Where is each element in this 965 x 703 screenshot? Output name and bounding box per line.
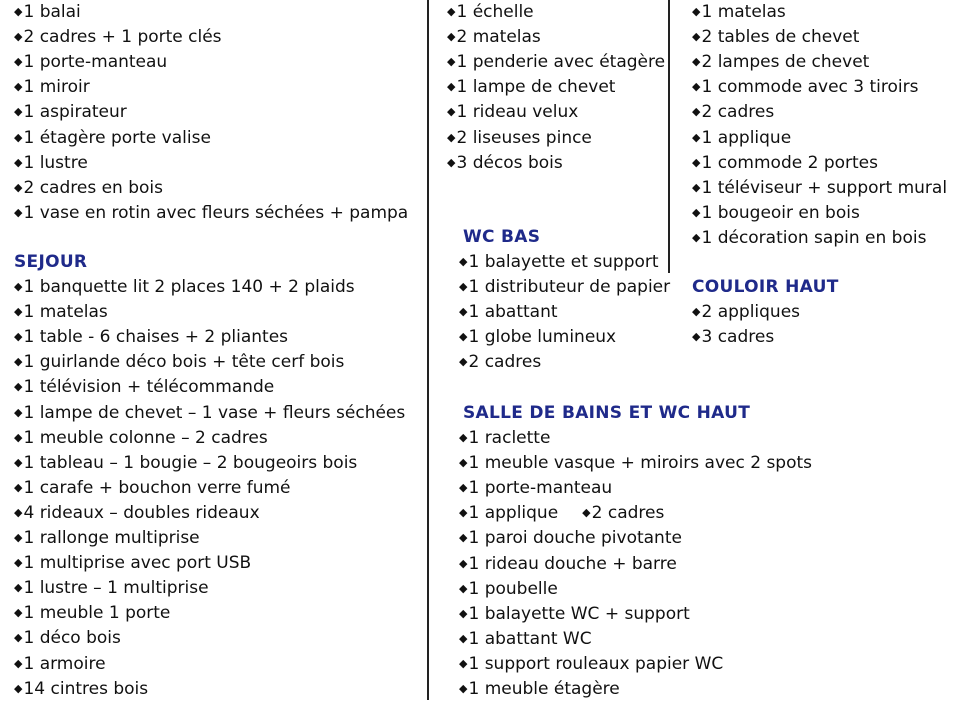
bullet-icon: ◆ [14,130,23,144]
bullet-icon: ◆ [14,205,23,219]
list-item [459,426,550,451]
bullet-icon: ◆ [14,55,23,69]
list-item [14,601,170,626]
list-item-text: 1 globe lumineux [468,327,617,348]
list-item [14,325,288,350]
bullet-icon: ◆ [14,355,23,369]
bullet-icon: ◆ [447,155,456,169]
list-item [14,25,222,50]
bullet-icon: ◆ [14,305,23,319]
list-item-text: 1 miroir [23,77,90,98]
list-item-text: 2 liseuses pince [456,127,592,148]
list-item [14,126,211,151]
list-item-text: 1 poubelle [468,578,558,599]
list-item-text: 1 lustre – 1 multiprise [23,578,209,599]
list-item-text: 1 distributeur de papier [468,277,671,298]
list-item [14,476,291,501]
list-item-text: 1 porte-manteau [23,52,168,73]
list-item [692,50,869,75]
list-item [14,677,148,702]
list-item-text: 1 lampe de chevet – 1 vase + fleurs séchées [23,402,406,423]
list-item-text: 1 lampe de chevet [456,77,616,98]
bullet-icon: ◆ [14,581,23,595]
list-item-text: 3 cadres [701,327,775,348]
list-item-text: 2 tables de chevet [701,27,860,48]
bullet-icon: ◆ [692,55,701,69]
list-item [692,176,947,201]
bullet-icon: ◆ [459,531,468,545]
list-item-text: 1 lustre [23,152,88,173]
list-item [14,151,88,176]
bullet-icon: ◆ [14,681,23,695]
list-item-text: 1 abattant WC [468,628,592,649]
list-item-text: 1 applique [701,127,792,148]
list-item-text: 1 commode avec 3 tiroirs [701,77,919,98]
list-item-text: 2 cadres + 1 porte clés [23,27,222,48]
list-item-text: 1 guirlande déco bois + tête cerf bois [23,352,345,373]
bullet-icon: ◆ [14,280,23,293]
list-item-text: 1 meuble 1 porte [23,603,171,624]
bullet-icon: ◆ [447,30,456,44]
bullet-icon: ◆ [14,380,23,394]
bullet-icon: ◆ [692,155,701,169]
bullet-icon: ◆ [692,130,701,144]
list-item [14,576,209,601]
bullet-icon: ◆ [447,5,456,18]
list-item-text: 3 décos bois [456,152,563,173]
list-item-text: 2 cadres [701,102,775,123]
list-item [692,325,774,350]
bullet-icon: ◆ [692,105,701,119]
bullet-icon: ◆ [14,455,23,469]
list-item [692,226,926,251]
list-item-text: 1 meuble étagère [468,679,620,699]
list-item-text: 2 cadres en bois [23,177,163,198]
list-item-text: 1 commode 2 portes [701,152,878,173]
list-item [459,602,690,627]
list-item [692,75,919,100]
list-item [692,25,859,50]
list-item [459,275,670,300]
list-item [692,0,786,25]
list-item [447,50,665,75]
list-item [459,325,616,350]
list-item-text: 14 cintres bois [23,678,149,699]
list-item [14,201,408,226]
list-item [692,201,860,226]
list-item [14,300,108,325]
list-item [459,652,723,677]
list-item [459,552,677,577]
bullet-icon: ◆ [459,581,468,595]
bullet-icon: ◆ [14,180,23,194]
list-item [447,25,541,50]
list-item [459,677,620,702]
list-item [459,300,558,325]
list-item-text: 1 penderie avec étagère [456,52,666,73]
list-item-text: 1 table - 6 chaises + 2 pliantes [23,327,289,348]
bullet-icon: ◆ [459,355,468,369]
list-item [459,451,812,476]
list-item [14,526,200,551]
list-item-text: 1 paroi douche pivotante [468,528,682,549]
list-item [14,0,81,25]
bullet-icon: ◆ [459,656,468,670]
bullet-icon: ◆ [459,556,468,570]
list-item [14,375,274,400]
list-item [14,401,405,426]
list-item-text: 1 rallonge multiprise [23,528,200,548]
section-title-salle-de-bains: SALLE DE BAINS ET WC HAUT [463,403,751,423]
bullet-icon: ◆ [692,330,701,344]
list-item-text: 1 porte-manteau [468,478,613,499]
bullet-icon: ◆ [14,531,23,544]
list-item [14,350,344,375]
bullet-icon: ◆ [14,405,23,419]
list-item [14,75,90,100]
bullet-icon: ◆ [459,456,468,470]
bullet-icon: ◆ [459,330,468,344]
list-item [447,151,563,176]
bullet-icon: ◆ [459,481,468,495]
list-item-text: 1 étagère porte valise [23,127,211,148]
list-item [459,577,558,602]
list-item [692,100,774,125]
list-item-text: 1 vase en rotin avec fleurs séchées + pampa [23,202,409,223]
list-item-text: 1 balayette et support [468,252,659,272]
bullet-icon: ◆ [447,55,456,69]
bullet-icon: ◆ [447,80,456,94]
list-item-text: 2 cadres [468,352,542,373]
bullet-icon: ◆ [14,505,23,519]
list-item-text: 1 armoire [23,653,106,674]
section-title-wc-bas: WC BAS [463,227,541,247]
bullet-icon: ◆ [14,656,23,670]
list-item [14,176,163,201]
list-item [14,451,357,476]
list-item-text: 1 banquette lit 2 places 140 + 2 plaids [23,277,355,297]
bullet-icon: ◆ [14,480,23,494]
list-item-text: 1 échelle [456,2,534,22]
list-item [459,476,612,501]
list-item-text: 4 rideaux – doubles rideaux [23,502,260,523]
list-item [14,551,251,576]
bullet-icon: ◆ [14,606,23,620]
list-item-text: 2 matelas [456,27,541,48]
list-item [447,100,578,125]
list-item [459,250,659,275]
bullet-icon: ◆ [14,5,23,18]
list-item-text: 1 matelas [701,2,786,22]
list-item-text: 1 meuble colonne – 2 cadres [23,427,268,448]
bullet-icon: ◆ [692,30,701,44]
list-item-text: 1 balayette WC + support [468,603,690,624]
list-item-text: 1 télévision + télécommande [23,377,275,398]
bullet-icon: ◆ [692,205,701,219]
bullet-icon: ◆ [459,305,468,319]
column-divider-right [668,0,670,273]
list-item-text: 1 décoration sapin en bois [701,227,927,248]
list-item-text: 2 cadres [591,503,665,524]
bullet-icon: ◆ [459,631,468,645]
list-item [692,300,800,325]
list-item-text: 1 applique [468,503,559,524]
list-item-text: 2 lampes de chevet [701,52,870,73]
list-item [14,652,106,677]
bullet-icon: ◆ [14,30,23,44]
list-item-text: 1 multiprise avec port USB [23,553,252,574]
bullet-icon: ◆ [692,230,701,244]
list-item [14,426,268,451]
bullet-icon: ◆ [459,280,468,294]
bullet-icon: ◆ [459,606,468,620]
list-item [459,526,682,551]
list-item-text: 1 déco bois [23,628,121,649]
list-item-text: 1 meuble vasque + miroirs avec 2 spots [468,453,813,474]
list-item [447,75,615,100]
bullet-icon: ◆ [459,431,468,444]
list-item-text: 1 support rouleaux papier WC [468,653,724,674]
list-item-text: 1 balai [23,2,81,22]
list-item-text: 1 carafe + bouchon verre fumé [23,477,291,498]
list-item [459,501,664,526]
bullet-icon: ◆ [447,130,456,144]
list-item-text: 2 appliques [701,302,801,322]
list-item-text: 1 bougeoir en bois [701,202,860,223]
list-item-text: 1 abattant [468,302,558,323]
section-title-sejour: SEJOUR [14,252,88,272]
bullet-icon: ◆ [14,80,23,94]
list-item [14,501,260,526]
bullet-icon: ◆ [459,255,468,268]
list-item-text: 1 aspirateur [23,102,127,123]
list-item-text: 1 matelas [23,302,108,323]
list-item [14,275,355,300]
bullet-icon: ◆ [692,305,701,318]
list-item-text: 1 téléviseur + support mural [701,177,948,198]
section-title-couloir-haut: COULOIR HAUT [692,277,839,297]
list-item-text: 1 rideau douche + barre [468,553,677,574]
bullet-icon: ◆ [14,556,23,570]
bullet-icon: ◆ [692,180,701,194]
list-item-text: 1 raclette [468,428,551,448]
bullet-icon: ◆ [459,506,468,520]
list-item-text: 1 rideau velux [456,102,579,123]
list-item [14,626,121,651]
bullet-icon: ◆ [692,80,701,94]
list-item [447,126,592,151]
bullet-icon: ◆ [14,430,23,444]
list-item [692,126,791,151]
bullet-icon: ◆ [582,506,591,520]
bullet-icon: ◆ [14,155,23,169]
bullet-icon: ◆ [692,5,701,18]
list-item [14,100,127,125]
bullet-icon: ◆ [14,631,23,645]
list-item [459,627,592,652]
list-item [14,50,167,75]
column-divider-left [427,0,429,700]
list-item [692,151,878,176]
list-item [459,350,541,375]
bullet-icon: ◆ [14,105,23,119]
bullet-icon: ◆ [447,105,456,119]
bullet-icon: ◆ [459,682,468,695]
list-item-text: 1 tableau – 1 bougie – 2 bougeoirs bois [23,452,358,473]
bullet-icon: ◆ [14,330,23,344]
list-item [447,0,534,25]
